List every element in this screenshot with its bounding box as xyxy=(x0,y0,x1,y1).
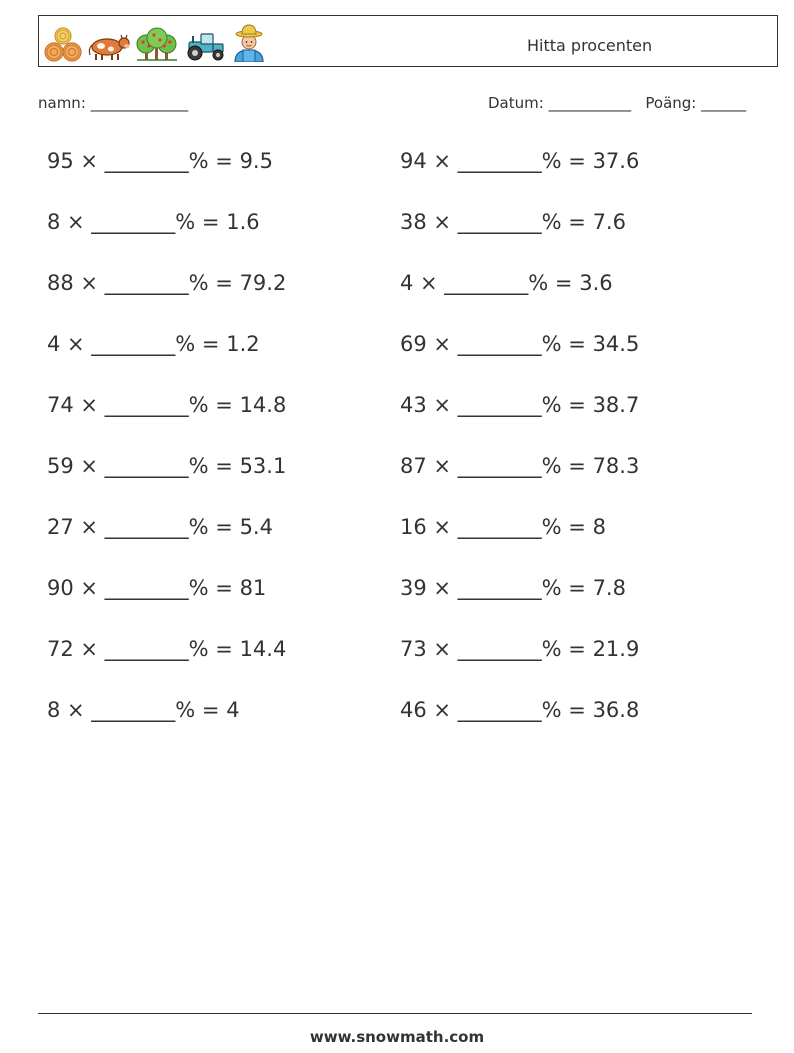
problem-2: 94 × ________% = 37.6 xyxy=(400,149,640,173)
problem-13: 27 × ________% = 5.4 xyxy=(47,515,273,539)
header-icons xyxy=(43,22,267,62)
problem-18: 73 × ________% = 21.9 xyxy=(400,637,640,661)
problem-1: 95 × ________% = 9.5 xyxy=(47,149,273,173)
problem-14: 16 × ________% = 8 xyxy=(400,515,606,539)
footer-url[interactable]: www.snowmath.com xyxy=(309,1028,485,1046)
cow-icon xyxy=(87,32,131,62)
problem-5: 88 × ________% = 79.2 xyxy=(47,271,287,295)
problem-6: 4 × ________% = 3.6 xyxy=(400,271,613,295)
problem-9: 74 × ________% = 14.8 xyxy=(47,393,287,417)
fruit-trees-icon xyxy=(135,26,179,62)
tractor-icon xyxy=(183,32,227,62)
footer-divider xyxy=(38,1013,752,1014)
name-label: namn: xyxy=(38,94,86,112)
date-score-fields xyxy=(488,94,746,112)
farmer-icon xyxy=(231,22,267,62)
problem-12: 87 × ________% = 78.3 xyxy=(400,454,640,478)
problem-19: 8 × ________% = 4 xyxy=(47,698,240,722)
date-blank: ___________ xyxy=(548,94,632,112)
problem-17: 72 × ________% = 14.4 xyxy=(47,637,287,661)
problem-7: 4 × ________% = 1.2 xyxy=(47,332,260,356)
score-blank: ______ xyxy=(701,94,747,112)
problem-4: 38 × ________% = 7.6 xyxy=(400,210,626,234)
worksheet-title: Hitta procenten xyxy=(527,36,653,55)
problem-16: 39 × ________% = 7.8 xyxy=(400,576,626,600)
name-field xyxy=(38,94,188,112)
problem-11: 59 × ________% = 53.1 xyxy=(47,454,287,478)
hay-bales-icon xyxy=(43,26,83,62)
score-label: Poäng: xyxy=(645,94,697,112)
problem-8: 69 × ________% = 34.5 xyxy=(400,332,640,356)
problem-15: 90 × ________% = 81 xyxy=(47,576,267,600)
worksheet-header xyxy=(38,15,778,67)
name-blank: _____________ xyxy=(90,94,189,112)
date-label: Datum: xyxy=(488,94,544,112)
problem-3: 8 × ________% = 1.6 xyxy=(47,210,260,234)
problem-10: 43 × ________% = 38.7 xyxy=(400,393,640,417)
problem-20: 46 × ________% = 36.8 xyxy=(400,698,640,722)
